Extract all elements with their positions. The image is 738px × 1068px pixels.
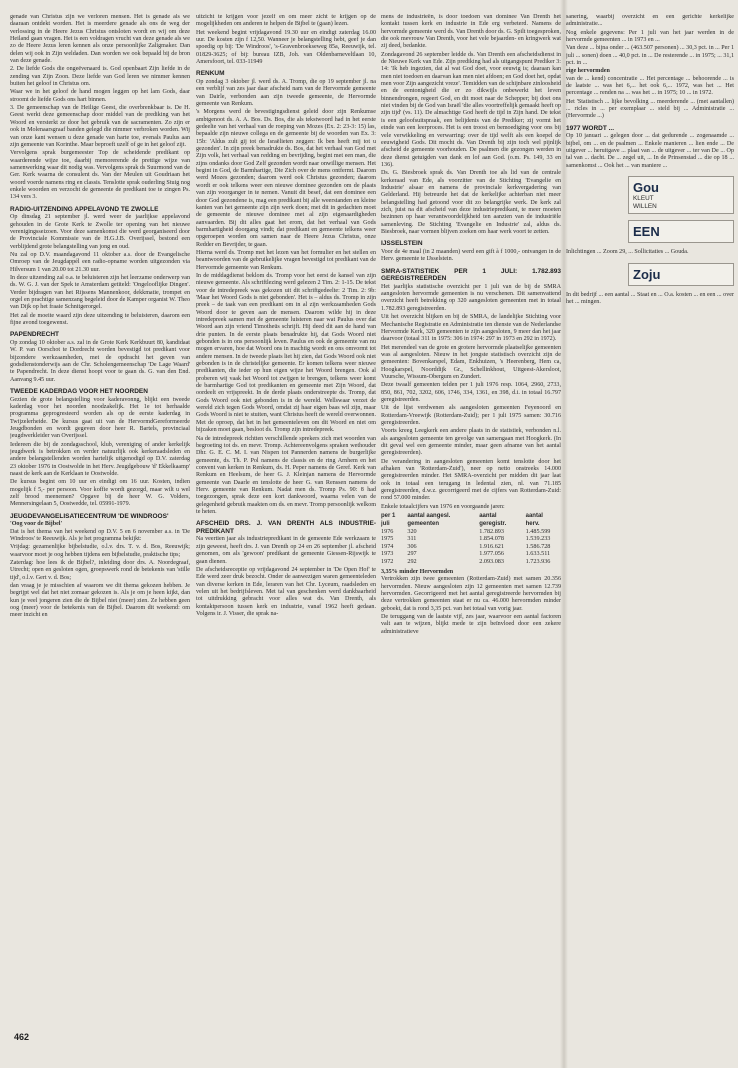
article-paragraph: 3. De gemeenschap van de Heilige Geest, die overbrenkbaar is. De H. Geest werkt deze gemeenschap door middel van de prediking van het Woord en versterkt ze door het gebruik van de sacramenten. Zo zijn er ook in Molenaarsgraaf banden gelegd die nimmer verbroken worden. Wij van onze kant wensen u deze genade van harte toe, evenals Paulus aan zijn gemeente van Korinthe. Maar beproeft uzelf of ge in het geloof zijt. — [10, 105, 190, 148]
article-paragraph: Vrijdag: gezamenlijke bijbelstudie, o.l.v. drs. T. v. d. Bos, Reeuwijk; waarvoor moet je oog hebben tijdens een bijbelstudie, praktische tips; — [10, 544, 190, 558]
table-cell: 1.485.599 — [525, 527, 551, 535]
table-row — [381, 535, 561, 542]
article-paragraph: Het merendeel van de grote en grotere hervormde plaatselijke gemeenten was al aangesloten. Nieuw in het jongste statistisch overzicht zijn de gemeenten: Bovenkarspel, Edam, Enkhuizen, 's Heerenberg, Hem ca, Hoogkarspel, Noorddijk Gr., Schellinkhout, Uitgeest-Akersloot, Vuursche, Wissum-Obergum en Zundert. — [381, 344, 561, 380]
article-paragraph: Iedereen die bij de zondagsschool, klub, vereniging of ander kerkelijk jeugdwerk is betrokken en verder natuurlijk ook kerkeraadsleden en andere belangstellenden worden hartelijk uitgenodigd op D.V. zaterdag 23 oktober 1976 in Oostwolde in het Herv. Jeugdgebouw 'd' Ekkelkaamp' naast de kerk aan de Kerklaan te Oostwolde. — [10, 441, 190, 478]
table-cell: 1.854.078 — [479, 535, 504, 543]
article-paragraph: Op zondag 10 oktober a.s. zal in de Grote Kerk Kerkbuurt 80, kandidaat W. P. van Oorschot te Dordrecht worden bevestigd tot predikant voor bijzondere werkzaamheden, met de opdracht het geven van godsdienstonderwijs aan de Chr. Scholengemeenschap 'De Lage Waard' te Papendrecht. In deze dienst hoopt voor te gaan ds. G. van den End. Aanvang 9.45 uur. — [10, 339, 190, 383]
article-paragraph: Nu zal op D.V. maandagavond 11 oktober a.s. door de Evangelische Omroep van de Jeugdappél een radio-opname worden uitgezonden via Hilversum 1 van 20.00 tot 21.30 uur. — [10, 251, 190, 273]
advertisement-text: Zoju — [633, 266, 661, 282]
table-header-cell: aantal geregistr. — [479, 513, 507, 527]
article-paragraph: dan vraag je je misschien af waarom we dit thema gekozen hebben. Je begrijpt wel dat het niet zomaar gekozen is. Als je om je heen kijkt, dan kun je veel jongeren zien die de Bijbel niet (meer) zien. Ze hebben geen oog (meer) voor de betekenis van de Bijbel. Daarom dit weekend: om meer inzicht en — [10, 583, 190, 619]
sub-heading: 3,35% minder Hervormden — [381, 568, 454, 575]
section-heading: PAPENDRECHT — [10, 331, 59, 339]
article-paragraph: Op dinsdag 21 september jl. werd weer de jaarlijkse appelavond gehouden in de Grote Kerk te Zwolle ter opening van het nieuwe verenigingsseizoen. Voor deze samenkomst die werd georganiseerd door de Provinciale Kommissie van de H.G.J.B. Overijssel, bestond een verblijdend grote belangstelling van jong en oud. — [10, 214, 190, 250]
table-row — [381, 528, 561, 535]
article-paragraph: Op zondag 3 oktober jl. werd ds. A. Tromp, die op 19 september jl. na een verblijf van zes jaar daar afscheid nam van de Hervormde gemeente van Dairle, verbonden aan zijn tweede gemeente, de Hervormde gemeente van Renkum. — [196, 79, 376, 108]
article-paragraph: Nog enkele gegevens: Per 1 juli van het jaar werden in de hervormde gemeenten ... in 1973 en ... — [566, 29, 734, 44]
advertisement-box — [628, 176, 734, 214]
article-paragraph: Vertrokken zijn twee gemeenten (Rotterdam-Zuid) met samen 20.356 hervormden. Nieuw aangesloten zijn 12 gemeenten met samen 12.739 hervormden. Gecorrigeerd met het aantal geregistreerde hervormden bij deze vertrokken gemeenten staat er nu ca. 46.000 hervormden minder geboekt, dat is rond 3,35 pct. van het totaal van vorig jaar. — [381, 576, 561, 612]
table-cell: 1973 — [381, 550, 394, 558]
page-number: 462 — [14, 1032, 30, 1042]
section-heading: RENKUM — [196, 70, 225, 78]
article-paragraph: Waar we in het geloof de hand mogen leggen op het lam Gods, daar stroomt de liefde Gods ons hart binnen. — [10, 89, 190, 103]
table-cell: 292 — [407, 557, 417, 565]
article-paragraph: Van deze ... bijna onder ... (463.507 personen) ... 30,3 pct. in ... Per 1 juli ... sonen) doen ... 40,0 pct. in ... De resterende ... in 1975; ... 31,1 pct. in ... — [566, 45, 734, 67]
table-row — [381, 558, 561, 565]
table-cell: 320 — [407, 527, 417, 535]
article-paragraph: De teruggang van de laatste vijf, zes jaar, waarvoor een aantal factoren valt aan te wijzen, blijkt mede te zijn beïnvloed door een zekere administratieve — [381, 614, 561, 635]
table-row — [381, 543, 561, 550]
table-cell: 1.633.511 — [525, 550, 551, 558]
sub-heading: 'Oog voor de Bijbel' — [10, 521, 63, 528]
table-cell: 1.977.056 — [479, 550, 504, 558]
article-paragraph: Uit de lijst verdwenen als aangesloten gemeenten Feyenoord en Rotterdam-Vreewijk (Rotterdam-Zuid); per 1 juli 1975 samen: 30.716 geregistreerden. — [381, 405, 561, 426]
table-header-cell: aantal aangesl. gemeenten — [407, 513, 451, 527]
section-heading: RADIO-UITZENDING APPELAVOND TE ZWOLLE — [10, 205, 159, 213]
table-cell: 1.586.728 — [525, 542, 551, 550]
article-paragraph: In de middagdienst beklom ds. Tromp voor het eerst de kansel van zijn nieuwe gemeente. Als schriftlezing werd gelezen 2 Tim. 2: 1-15. De tekst voor de intredepreek was gekozen uit dit schriftgedeelte: 2 Tim. 2: 9b: 'Maar het Woord Gods is niet gebonden'. Het is – aldus ds. Tromp in zijn preek – de taak van een predikant om in al zijn werkzaamheden Gods Woord door te geven aan de mensen. Daarom wilde hij in deze intredepreek samen met de gemeente luisteren naar wat Paulus over dat Woord aan zijn vriend Timotheüs schrijft. Hij deed dit aan de hand van drie punten. In de eerste plaats benadrukte hij, dat Gods Woord niet gebonden is in ons persoonlijk leven. Paulus en ook de gemeente van nu mogen ervaren, hoe dat Woord ons in machtig wordt en ons omvormt tot andere mensen. In de tweede plaats liet hij zien, dat Gods Woord ook niet gebonden is in de christelijke gemeente. Er komen telkens weer nieuwe predikanten, die ieder op hun eigen wijze het Woord brengen. Ook al proberen wij vaak het Woord tot zwijgen te brengen, telkens weer komt de barmhartige God tot predikanten en gemeente met Zijn Woord, dat oordeelt en vrijspreekt. In de derde plaats onderstreepte ds. Tromp, dat Gods Woord ook niet gebonden is in de wereld. Wellswaar verzet de wereld zich tegen Gods Woord, omdat zij haar eigen baas wil zijn, maar Gods Woord is niet te stuiten, want Christus heeft de wereld overwonnen. Met de oproep, dat het in het gemeenteleven om dit Woord en niet om bijzaken moet gaan, besloot ds. Tromp zijn intredepreek. — [196, 272, 376, 434]
article-paragraph: sanering, waarbij overzicht en een gerichte kerkelijke administratie... — [566, 14, 734, 28]
article-paragraph: Het zal de moeite waard zijn deze uitzending te beluisteren, daarom een fijne avond toegewenst. — [10, 312, 190, 326]
section-heading: SMRA-STATISTIEK PER 1 JULI: 1.782.893 GEREGISTREERDEN — [381, 267, 561, 283]
article-paragraph: 2. De liefde Gods die ongeëvenaard is. God openbaart Zijn liefde in de zending van Zijn Zoon. Deze liefde van God leren we nimmer kennen buiten het geloof in Christus om. — [10, 66, 190, 88]
column-3 — [381, 14, 561, 1034]
table-cell: 306 — [407, 542, 417, 550]
article-paragraph: Voorts kreeg Leegkerk een andere plaats in de statistiek, verbonden n.l. als aangesloten gemeente ten gevolge van samengaan met Hoogkerk. (In dit geval wel een gemeente minder, maar geen afname van het aantal geregistreerden). — [381, 428, 561, 457]
table-row — [381, 550, 561, 557]
advertisement-box — [628, 220, 734, 243]
advertisement-text: WILLEN — [633, 202, 657, 210]
table-cell: 1.782.893 — [479, 527, 504, 535]
table-cell: 2.093.083 — [479, 557, 504, 565]
section-heading: TWEEDE KADERDAG VOOR HET NOORDEN — [10, 388, 148, 395]
article-paragraph: In dit bedrijf ... een aantal ... Staat en ... O.a. kosten ... en een ... over het ... mingen. — [566, 291, 734, 305]
table-header-cell: aantal herv. — [525, 513, 543, 527]
table-cell: 1974 — [381, 542, 394, 550]
advertisement-text: EEN — [633, 224, 660, 240]
article-paragraph: De verandering in aangesloten gemeenten komt tenslotte door het afhaken van 'Rotterdam-Zuid'), neer op netto onstreeks 14.000 geregistreerden minder. Het SMRA-overzicht per midden dit jaar laat ook in totaal een terugang in ledental zien, nl. van 71.185 geregistreerden, d.w.z. gecorrigeerd met de cijfers van Rotterdam-Zuid: rond 57.000 minder. — [381, 458, 561, 502]
article-paragraph: Uit het overzicht blijken en bij de SMRA, de landelijke Stichting voor Mechanische Registratie en Administratie ten dienste van de Nederlandse Hervormde Kerk, 320 gemeenten te zijn aangesloten, 9 meer dan het jaar daarvoor (totaal 311 in 1975: 306 in 1974: 297 in 1973 en 292 in 1972). — [381, 314, 561, 343]
article-paragraph: van de ... kend) concentratie ... Het percentage ... behoorende ... is de laatste ... was het 6,... het ook 6,... 1972, was het ... Het percentage ... renden na ... was het ... in 1975; 10 ... in 1972. — [566, 75, 734, 97]
statistics-table — [381, 513, 561, 565]
article-paragraph: Op 10 januari ... gelegen door ... dat gedurende ... zogenaamde ... bijbel, om ... en de psalmen ... Enkele manieren ... lien ende ... De uitgever ... heruitgave ... plaat van ... de uitgever ... ter van De ... Op tal van ... dacht. De ... zegel uit, ... In de Prinsenstad ... die op 18 ... samenkomst ... Ook het ... van maniere ... — [566, 133, 734, 169]
table-cell: 1975 — [381, 535, 394, 543]
table-header-cell: per 1 juli — [381, 513, 396, 527]
article-paragraph: Het jaarlijks statistische overzicht per 1 juli van de bij de SMRA aangesloten hervormde gemeenten is nu verschenen. Dit samenvattend overzicht heeft betrekking op 320 aangesloten gemeenten met in totaal 1.782.893 geregistreerden. — [381, 283, 561, 312]
article-paragraph: Deze twaalf gemeenten telden per 1 juli 1976 resp. 1064, 2960, 2733, 850, 861, 702, 3202, 606, 1746, 334, 1361, en 398, d.i. in totaal 16.797 geregistreerden. — [381, 382, 561, 403]
column-1 — [10, 14, 190, 1034]
article-paragraph: Dat is het thema van het weekend op D.V. 5 en 6 november a.s. in 'De Windroos' te Reeuwijk. Als je het programma bekijkt: — [10, 528, 190, 543]
article-paragraph: Voor de 4e maal (in 2 maanden) werd een gift à f 1000,- ontvangen in de Herv. gemeente te IJsselstein. — [381, 248, 561, 263]
column-4-cropped — [566, 14, 734, 1034]
article-paragraph: De afscheidsreceptie op vrijdagavond 24 september in 'De Open Hof' te Ede werd zeer druk bezocht. Onder de aanwezigen waren gemeenteleden van diverse kerken in Ede, leraren van het Chr. Lyceum, raadsleden en velen uit het bedrijfsleven. Met tal van geschenken werd dankbaarheid tot uitdrukking gebracht voor alles wat ds. Van Drenth, als kontaktpersoon tussen kerk en industrie, vanaf 1962 heeft gedaan. Volgens ir. J. Visser, die sprak na- — [196, 566, 376, 617]
article-paragraph: Na de intredepreek richtten verschillende sprekers zich met woorden van begroeting tot ds. en mevr. Tromp. Achtereenvolgens spraken wethouder Dhr. G. E. C. M. I. van Nispen tot Pannerden namens de burgerlijke gemeente, ds. Th. P. Pol namens de classis en de ring Arnhem en het convent van kerken in Renkum, ds. H. Peper namens de Geref. Kerk van Renkum en Heelsum, de heer G. J. Kleinjan namens de Hervormde gemeente van Daarle en tenslotte de heer G. van Renssen namens de Herv. gemeente van Renkum. Nadat men ds. Tromp Ps. 90: 8 had toegezongen, sprak deze een kort dankwoord, waarna velen van de gelegenheid gebruik maakten om ds. en mevr. Tromp persoonlijk welkom te heten. — [196, 435, 376, 515]
table-cell: 1976 — [381, 527, 394, 535]
table-cell: 1.916.621 — [479, 542, 504, 550]
article-paragraph: Na veertien jaar als industriepredikant in de gemeente Ede werkzaam te zijn geweest, heeft drs. J. van Drenth op 24 en 26 september jl. afscheid genomen, om als 'gewoon' predikant de gemeente Giessen-Rijswijk te gaan dienen. — [196, 536, 376, 565]
section-heading: 1977 WORDT ... — [566, 124, 615, 132]
article-paragraph: genade van Christus zijn we verloren mensen. Het is genade als we daaraan ontdekt worden. Het is meerdere genade als ons de weg der verlossing in de Heere Jezus Christus ontsloten wordt en wij om deze Heiland gaan vragen. Het is een voldragen vrucht van deze genade als we zo de Heere Jezus leren kennen als onze persoonlijke Zaligmaker. Dan delen wij ook in Zijn weldaden. Dan worden we ook bepaald bij de bron van deze genade. — [10, 14, 190, 65]
table-cell: 1972 — [381, 557, 394, 565]
article-paragraph: uitzicht te krijgen voor jezelf en om meer zicht te krijgen op de mogelijkheden om anderen te helpen de Bijbel te (gaan) lezen. — [196, 14, 376, 28]
article-paragraph: Zaterdag: hoe lees ik de Bijbel?, inleiding door drs. A. Noordegraaf, Utrecht; open en gesloten ogen, groepswerk rond de betekenis van 'stille tijd', o.l.v. Gert v. d. Bos; — [10, 560, 190, 581]
table-header-row — [381, 513, 561, 528]
article-paragraph: 's Morgens werd de bevestigingsdienst geleid door zijn Renkumse ambtgenoot ds. A. A. Bos. Ds. Bos, die als tekstwoord had in het eerste gedeelte van het verhaal van de roeping van Mozes (Ex. 2: 23-3: 15) las, bepaalde zijn nieuwe collega en de gemeente bij de woorden van Ex. 3: 15b: 'Aldus zult gij tot de Israëlieten zeggen: Ik ben heeft mij tot u gezonden'. In zijn preek benadrukte ds. Bos, dat het verhaal van God met Zijn volk, het verhaal van redding en bevrijding, begint met een man, die zijns ondanks door God Zelf gezonden wordt naar onwillige mensen. Het begint in God, de Barmhartige, Die Zich over de mens ontfermt. Daarom werd Mozes gezonden; daarom werd ook Christus gezonden; daarom wordt er ook telkens weer een nieuwe dominee gezonden om de plaats van zijn voorganger in te nemen. Vanuit dit besef, dat een dominee een door God gezondene is, mag een predikant bij alle weerstanden en kleine kanten van het gemeente zijn zijn werk doen; met dit in gedachten moet de gemeente de nieuwe dominee met al zijn eigenaardigheden aanvaarden. Bij dit alles gaat het erom, dat het verhaal van Gods barmhartigheid doorgang vindt; dat predikant en gemeente telkens weer opgeroepen worden om samen naar de Heere Jezus Christus, onze Redder en Bevrijder, te gaan. — [196, 109, 376, 248]
article-paragraph: mens de industrieën, is door toedoen van dominee Van Drenth het kontakt tussen kerk en industrie in Ede erg verbeterd. Namens de hervormde gemeente werd ds. Van Drenth door ds. G. Spilt toegesproken, die ook mevrouw Van Drenth, voor het vele bejaarden- en kringwerk wat zij deed, bedankte. — [381, 14, 561, 50]
section-heading: AFSCHEID DRS. J. VAN DRENTH ALS INDUSTRIE-PREDIKANT — [196, 520, 376, 535]
article-paragraph: Het 'Statistisch ... lijke bevolking ... meerderende ... (met aantallen) ... ricles in ... per exemplaar ... steld bij ... Administratie ... (Hervormde ...) — [566, 98, 734, 120]
article-paragraph: De kursus begint om 10 uur en eindigt om 16 uur. Kosten, indien mogelijk f 5,- per persoon. Voor koffie wordt gezorgd, maar wilt u wel zelf brood meenemen? Opgave bij de heer W. G. Volders, Mennersingelaan 5, Oostwedde, tel. 05991-1979. — [10, 479, 190, 508]
article-paragraph: Ds. G. Biesbroek sprak ds. Van Drenth toe als lid van de centrale kerkeraad van Ede, als voorzitter van de Stichting 'Evangelie en Industrie' alsaar en namens de provinciale kerkvergadering van Gelderland. Hij betreurde het dat de kerkelijke achterban niet meer belangstelling had getoond voor dit zo belangrijke werk. De kerk zal zich, juist na dit afscheid van deze industriepredikant, te meer moeten bezinnen op haar verantwoordelijkheid ten aanzien van de industriële samenleving. De Stichting 'Evangelie en Industrie' zal, aldus ds. Biesbroek, naar vormen blijven zoeken om haar werk voort te zetten. — [381, 170, 561, 235]
article-paragraph: Zondagavond 26 september leidde ds. Van Drenth een afscheidsdienst in de Nieuwe Kerk van Ede. Zijn prediking had als uitgangspunt Prediker 3: 14: 'Ik heb ingezien, dat al wat God doet, voor eeuwig is; daaraan kan men niet toedoen en daarvan kan men niet afdoen; en God doet het, opdat men voor Zijn aangezicht vreze'. Temidden van de schijnbare zinloosheid en de eentonigheid die er zo dikwijls onbewerkt het leven binnendrongen, regeert God, en dit moet naar de Schepper; bij doet ons niet vinden bij de God van Israël 'die alles voortreffelijk gemaakt heeft op zijn tijd' (vs. 11). De almachtige God heeft de tijd in Zijn hand. De tekst is een geloofsuitspraak, een belijdenis van de Prediker; zij vormt het einde van een leerproces. Het is een troost en bemoediging voor ons bij vele verwikkeling en verwarring: over de tijd welft als een koepel de eeuwigheid Gods. Dit mocht ds. Van Drenth bij zijn toch wel pijnlijk afscheid de gemeente voorhouden. De psalmen die gezongen werden in deze dienst getuigden van dank en lof aan God. (o.m. Ps. 149, 33 en 136). — [381, 51, 561, 168]
article-paragraph: Enkele totaalcijfers van 1976 en voorgaande jaren: — [381, 503, 505, 510]
advertisement-text: Gou — [633, 180, 659, 196]
article-paragraph: Gezien de grote belangstelling voor kaderavonng, blijkt een tweede kaderdag voor het noorden noodzakelijk. Het 1e tot herhaalde programma geprogresteerd worden als op de eerste kaderdag in Twijzelerheide. De kursus gaat uit van de HervormdGereformeerde Jeugdbonden en wordt gegeven door heer R. Bartels, provinciaal jeugdwerkleider van Overijssel. — [10, 396, 190, 440]
section-heading: JEUGDEVANGELISATIECENTRUM 'DE WINDROOS' — [10, 512, 169, 520]
column-2 — [196, 14, 376, 1034]
article-paragraph: In deze uitzending zal o.a. te beluisteren zijn het leerzame onderwerp van ds. W. G. J. van der Spek te Amsterdam getiteld: 'Ongelooflijke Dingen'. Verder bijdragen van het Rijssens Mannenkoor, dekkmatie, trompet en orgel en prachtige samenzang begeleid door de Kamper organist W. Theo van Dijk op het fraaie Schnitgerorgel. — [10, 274, 190, 311]
table-cell: 297 — [407, 550, 417, 558]
advertisement-text: KLEUT — [633, 195, 654, 203]
article-paragraph: Inlichtingen ... Zoom 29, ... Sollicitaties ... Gouda. — [566, 249, 689, 256]
sub-heading: rige hervormden — [566, 68, 610, 75]
advertisement-box — [628, 263, 734, 286]
table-cell: 311 — [407, 535, 417, 543]
article-paragraph: Het weekend begint vrijdagavond 19.30 uur en eindigt zaterdag 16.00 uur. De kosten zijn f 12,50. Wanneer je belangstelling hebt, geef je dan spoedig op bij: 'De Windroos', 's-Gravenbroekseweg 85a, Reeuwijk, tel. 01829-3625; of bij: bureau IZB, Joh. van Oldenbarneveltlaan 10, Amersfoort, tel. 033-11949 — [196, 29, 376, 66]
article-paragraph: Hierna werd ds. Tromp met het lezen van het formulier en het stellen en beantwoorden van de gebruikelijke vragen bevestigd tot predikant van de Hervormde gemeente van Renkum. — [196, 249, 376, 271]
table-cell: 1.723.936 — [525, 557, 551, 565]
section-heading: IJSSELSTEIN — [381, 240, 423, 248]
table-cell: 1.539.233 — [525, 535, 551, 543]
article-paragraph: Vervolgens sprak burgemeester Top de scheidende predikant op waarderende wijze toe, daarbij memorerende de prettige wijze van samenwerking waar dit nodig was. Vervolgens sprak ds Suurmond van de Ger. Kerk waarna de consulent ds. Van der Meulen uit Goudriaan het woord voerde namens ring en classis. Tenslotte sprak ouderling Stuig nog enkele woorden en verzocht de gemeente de predikant toe te zingen Ps. 134 vers 3. — [10, 150, 190, 201]
